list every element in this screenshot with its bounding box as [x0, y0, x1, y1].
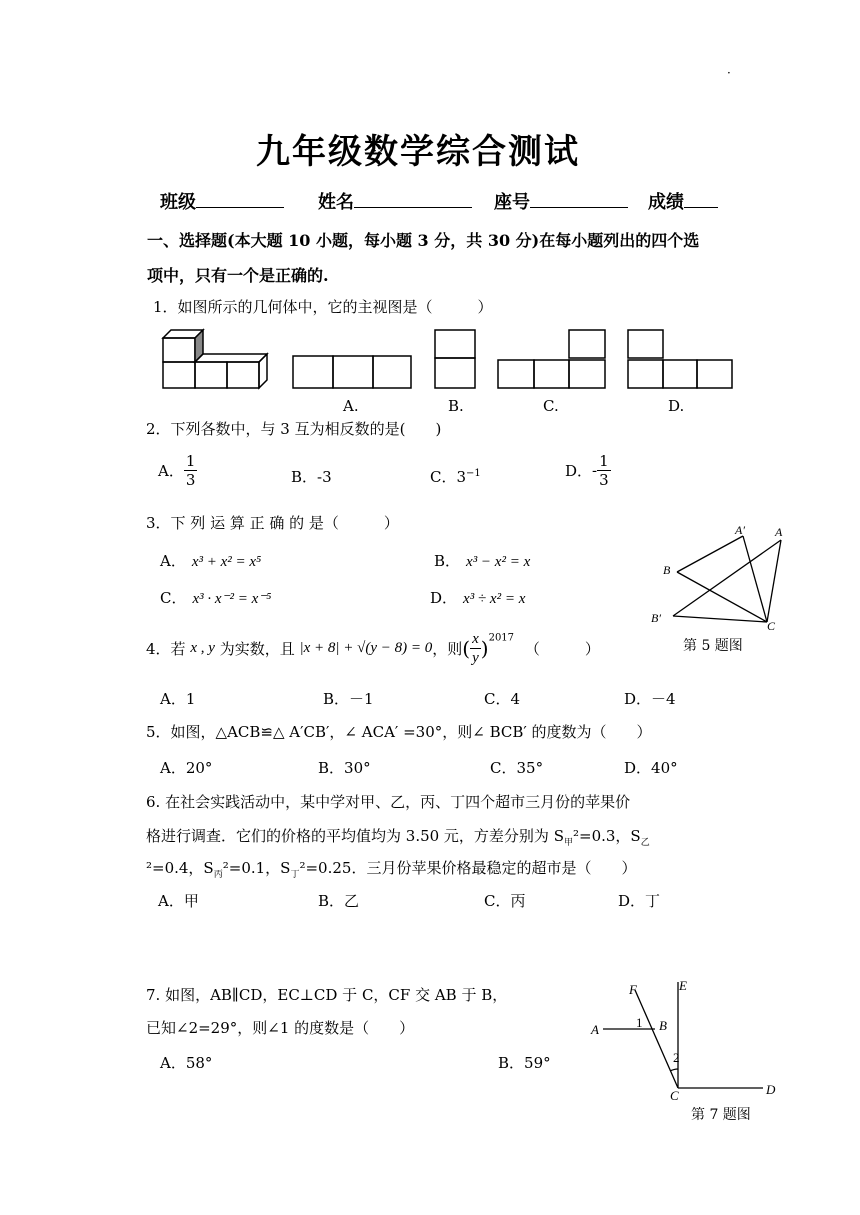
q3-a-expr: x³ + x² = x⁵ — [191, 554, 262, 570]
q6-sub-bing: 丙 — [213, 870, 223, 880]
q4-option-a[interactable]: A．1 — [160, 690, 196, 708]
name-label: 姓名 — [318, 192, 354, 213]
q3-stem: 3．下 列 运 算 正 确 的 是（ ） — [146, 514, 399, 532]
q6-line2: 格进行调查．它们的价格的平均值均为 3.50 元，方差分别为 $S_甲^2=0.3$，$S_乙$ — [146, 827, 650, 848]
fig7-pt-e: E — [679, 978, 687, 993]
q6-sub-jia: 甲 — [563, 838, 573, 848]
option-c-figure — [498, 330, 605, 388]
q6-line1: 6. 在社会实践活动中，某中学对甲、乙，丙、丁四个超市三月份的苹果价 — [146, 793, 631, 811]
q4-option-c[interactable]: C．4 — [484, 690, 521, 708]
fig5-pt-c: C — [767, 619, 776, 632]
header-mark: · — [727, 66, 731, 80]
q3-option-c[interactable]: C． x³ · x⁻² = x⁻⁵ — [160, 589, 272, 607]
q4-frac-den: y — [472, 650, 479, 666]
score-blank[interactable] — [684, 189, 718, 208]
q4-equation: |x + 8| + √(y − 8) = 0 — [299, 640, 433, 656]
fig5-pt-b: B — [663, 563, 671, 577]
seat-blank[interactable] — [530, 189, 628, 208]
section1-line2: 项中，只有一个是正确的. — [147, 266, 329, 285]
fig5-pt-a: A — [775, 525, 783, 539]
q1-label-b[interactable]: B. — [448, 397, 464, 415]
q6-option-d[interactable]: D．丁 — [618, 892, 661, 910]
q4-exponent: 2017 — [488, 632, 515, 644]
fig7-pt-f: F — [629, 982, 637, 997]
q5-option-b[interactable]: B．30° — [318, 759, 371, 777]
q5-stem: 5．如图，△ACB≌△ A′CB′，∠ ACA′ =30°，则∠ BCB′ 的度数为（ ） — [146, 723, 652, 741]
q6-line3: ²=0.4，$S_丙^2=0.1$，$S_丁^2=0.25$．三月份苹果价格最稳定的超市是（ ） — [146, 859, 637, 880]
q3-option-a[interactable]: A． x³ + x² = x⁵ — [160, 552, 262, 570]
q6-sub-yi: 乙 — [640, 838, 650, 848]
q2-a-den: 3 — [185, 471, 196, 489]
option-b-figure — [435, 330, 475, 388]
q2-stem: 2．下列各数中，与 3 互为相反数的是( ) — [146, 420, 442, 438]
q2-c-base: 3 — [456, 468, 467, 486]
q2-option-a[interactable]: A． $\frac{1}{3}$ — [158, 452, 196, 489]
q7-option-b[interactable]: B．59° — [498, 1054, 551, 1072]
q2-c-exp: −1 — [466, 468, 481, 479]
q4-stem: 4．若 x , y 为实数，且 |x + 8| + √(y − 8) = 0，则( $\frac{x}{y}$ )$^{2017}$ （ ） — [146, 631, 600, 666]
q5-option-a[interactable]: A．20° — [160, 759, 213, 777]
class-label: 班级 — [160, 192, 196, 213]
fig7-pt-b: B — [659, 1018, 667, 1033]
q7-line1: 7. 如图，AB∥CD，EC⊥CD 于 C，CF 交 AB 于 B， — [146, 986, 508, 1004]
q5-option-d[interactable]: D．40° — [624, 759, 678, 777]
q2-d-den: 3 — [599, 471, 609, 489]
name-blank[interactable] — [354, 189, 472, 208]
class-blank[interactable] — [196, 189, 284, 208]
fig5-triangles — [645, 522, 795, 632]
q1-label-d[interactable]: D. — [668, 397, 685, 415]
q2-option-d[interactable]: D．- $\frac{1}{3}$ — [565, 452, 609, 489]
score-label: 成绩 — [648, 192, 684, 213]
q1-label-c[interactable]: C. — [543, 397, 559, 415]
q6-sub-ding: 丁 — [290, 870, 300, 880]
fig5-caption: 第 5 题图 — [683, 638, 743, 654]
fig7-pt-c: C — [670, 1088, 679, 1102]
q2-d-num: 1 — [599, 452, 609, 470]
option-a-figure — [293, 356, 411, 388]
q3-option-b[interactable]: B． x³ − x² = x — [434, 552, 531, 570]
q6-option-a[interactable]: A．甲 — [158, 892, 199, 910]
q2-option-b[interactable]: B．-3 — [291, 468, 332, 486]
q2-option-c[interactable]: C．$3^{-1}$ — [430, 468, 481, 486]
fig7-lines — [585, 972, 785, 1102]
fig7-pt-d: D — [766, 1082, 776, 1097]
fig7-pt-a: A — [591, 1022, 599, 1037]
q3-d-expr: x³ ÷ x² = x — [463, 591, 526, 607]
q2-a-num: 1 — [185, 452, 196, 470]
q4-option-d[interactable]: D．－4 — [624, 690, 676, 708]
q3-c-expr: x³ · x⁻² = x⁻⁵ — [192, 591, 272, 607]
option-d-figure — [628, 330, 732, 388]
q4-vars: x , y — [190, 640, 215, 656]
q3-option-d[interactable]: D． x³ ÷ x² = x — [430, 589, 526, 607]
section1-line1: 一、选择题(本大题 10 小题，每小题 3 分，共 30 分)在每小题列出的四个选 — [147, 231, 700, 250]
q1-figures — [150, 325, 750, 395]
q1-stem: 1．如图所示的几何体中，它的主视图是（ ） — [153, 298, 493, 316]
q6-option-b[interactable]: B．乙 — [318, 892, 360, 910]
q1-solid — [163, 330, 267, 388]
fig7-caption: 第 7 题图 — [691, 1107, 751, 1123]
q7-line2: 已知∠2=29°，则∠1 的度数是（ ） — [146, 1019, 415, 1037]
fig5-pt-bprime: B′ — [651, 611, 661, 625]
info-line — [160, 188, 718, 214]
q4-option-b[interactable]: B．－1 — [323, 690, 374, 708]
q4-frac-num: x — [472, 631, 479, 647]
q6-option-c[interactable]: C．丙 — [484, 892, 526, 910]
fig7-angle1: 1 — [636, 1015, 643, 1030]
fig5-pt-aprime: A′ — [735, 523, 745, 537]
fig7-angle2: 2 — [673, 1050, 680, 1065]
seat-label: 座号 — [494, 192, 530, 213]
q7-option-a[interactable]: A．58° — [160, 1054, 213, 1072]
q5-option-c[interactable]: C．35° — [490, 759, 544, 777]
page-title: 九年级数学综合测试 — [256, 132, 580, 172]
q1-label-a[interactable]: A. — [343, 397, 359, 415]
q3-b-expr: x³ − x² = x — [466, 554, 531, 570]
